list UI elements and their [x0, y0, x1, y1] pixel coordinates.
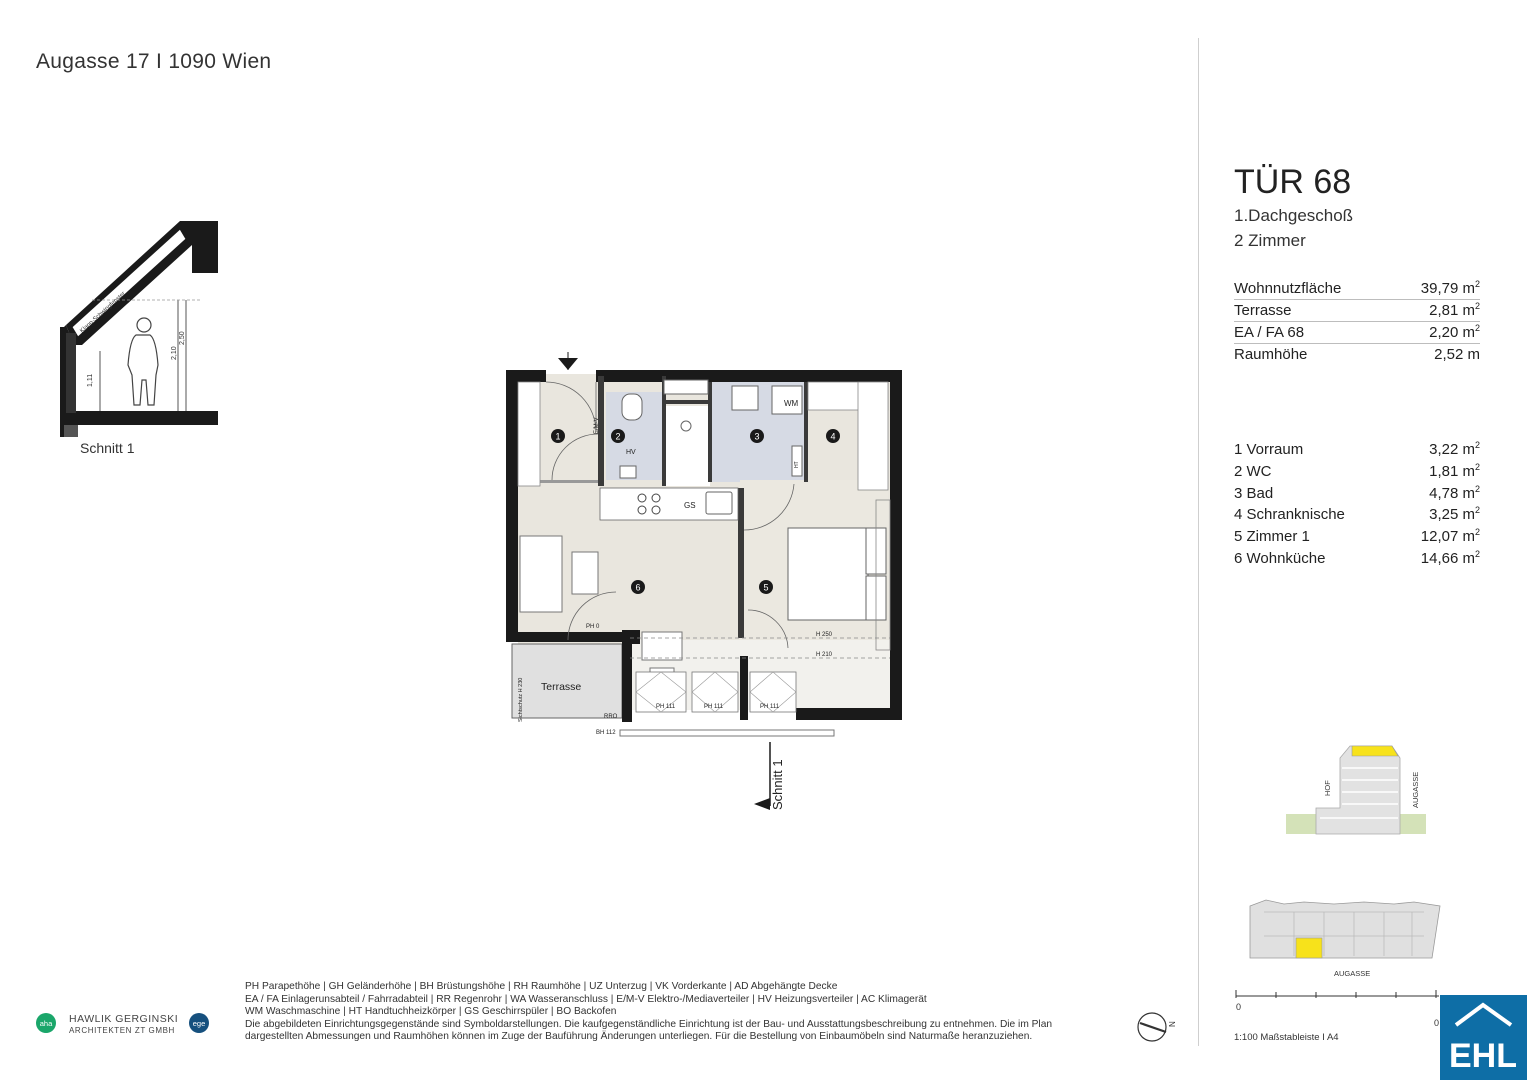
- window-label: Klapp-Schwingfenster: [79, 290, 127, 335]
- house-icon: [1440, 995, 1527, 1080]
- rro-label: RRO: [604, 714, 618, 720]
- svg-text:6: 6: [635, 582, 641, 593]
- architect-name: HAWLIK GERGINSKI ARCHITEKTEN ZT GMBH: [69, 1013, 179, 1035]
- compass-icon: [1136, 1010, 1180, 1044]
- room-row: 5 Zimmer 1 12,07 $m^2$: [1234, 527, 1480, 546]
- room-row: 2 WC 1,81 $m^2$: [1234, 461, 1480, 480]
- aha-badge-text: aha: [39, 1019, 53, 1028]
- room-row: 4 Schranknische 3,25 $m^2$: [1234, 505, 1480, 524]
- legend-line: WM Waschmaschine | HT Handtuchheizkörper | GS Geschirrspüler | BO Backofen: [245, 1006, 617, 1018]
- room-badge-5: [759, 580, 773, 594]
- gs-label: GS: [684, 501, 696, 510]
- aha-badge: [35, 1012, 65, 1036]
- ege-badge-text: ege: [192, 1019, 206, 1028]
- summary-row: EA / FA 68 2,20 $m^2$: [1234, 322, 1480, 344]
- unit-rooms-count: 2 Zimmer: [1234, 231, 1306, 250]
- emv-label: E/M-V: [594, 417, 600, 434]
- compass-north-label: N: [1168, 1021, 1177, 1027]
- unit-highlight-site: [1296, 938, 1322, 958]
- legend-block: [245, 981, 1125, 1044]
- room-row: 6 Wohnküche 14,66 $m^2$: [1234, 548, 1480, 567]
- room-badge-6: [631, 580, 645, 594]
- ph0-label: PH 0: [586, 624, 600, 630]
- ph111-label-2: PH 111: [704, 704, 724, 710]
- ehl-logo: [1440, 995, 1527, 1080]
- scale-zero-right: 0: [1434, 1018, 1440, 1028]
- wm-label: WM: [784, 399, 799, 408]
- section-marker-label: Schnitt 1: [770, 759, 785, 810]
- legend-line: dargestellten Abmessungen und Raumhöhen können im Zuge der Bauführung Änderungen unterliegen. Für die Bestellung von Einbaumöbeln sind Naturmaße heranzuziehen.: [245, 1031, 1033, 1043]
- svg-text:2: 2: [615, 431, 621, 442]
- room-badge-3: [750, 429, 764, 443]
- scale-bar: [1234, 988, 1444, 1030]
- legend-line: PH Parapethöhe | GH Geländerhöhe | BH Brüstungshöhe | RH Raumhöhe | UZ Unterzug | VK Vorderkante | AD Abgehängte Decke: [245, 981, 838, 992]
- project-address: Augasse 17 I 1090 Wien: [36, 50, 272, 73]
- bh112-label: BH 112: [596, 730, 616, 736]
- sichtschutz-label: Sichtschutz H 230: [518, 677, 524, 722]
- terrace-label: Terrasse: [541, 681, 582, 693]
- legend-line: EA / FA Einlagerunsabteil / Fahrradabteil | RR Regenrohr | WA Wasseranschluss | E/M-V Elektro-/Mediaverteiler | HV Heizungsverteiler | AC Klimagerät: [245, 993, 927, 1005]
- section-label: Schnitt 1: [80, 440, 135, 456]
- room-row: 1 Vorraum 3,22 $m^2$: [1234, 440, 1480, 458]
- hof-label: HOF: [1323, 780, 1332, 796]
- floor-plan: [500, 350, 920, 820]
- site-plan-diagram: [1244, 896, 1444, 986]
- h250-label: H 250: [816, 632, 833, 638]
- panel-divider: [1198, 38, 1199, 1046]
- room-badge-4: [826, 429, 840, 443]
- room-badge-2: [611, 429, 625, 443]
- room-row: 3 Bad 4,78 $m^2$: [1234, 483, 1480, 502]
- ege-badge: [188, 1012, 214, 1036]
- dim-250: 2,50: [179, 331, 186, 345]
- building-section-diagram: [1280, 738, 1440, 838]
- svg-text:3: 3: [754, 431, 760, 442]
- summary-row: Wohnnutzfläche 39,79 $m^2$: [1234, 278, 1480, 300]
- svg-text:4: 4: [830, 431, 836, 442]
- unit-highlight-section: [1352, 746, 1398, 756]
- rooms-table: [1234, 439, 1480, 570]
- svg-text:1: 1: [555, 431, 561, 442]
- summary-row: Terrasse 2,81 $m^2$: [1234, 300, 1480, 322]
- dim-210: 2,10: [171, 346, 178, 360]
- h210-label: H 210: [816, 652, 833, 658]
- svg-text:5: 5: [763, 582, 769, 593]
- hv-label: HV: [626, 449, 636, 456]
- summary-table: [1234, 278, 1480, 365]
- scale-caption: 1:100 Maßstableiste I A4: [1234, 1032, 1339, 1043]
- room-badge-1: [551, 429, 565, 443]
- summary-row: Raumhöhe 2,52 m: [1234, 346, 1480, 363]
- ehl-logo-text: EHL: [1449, 1037, 1517, 1075]
- ht-label: HT: [794, 461, 800, 468]
- ph111-label-3: PH 111: [760, 704, 780, 710]
- dim-111: 1,11: [87, 373, 94, 387]
- legend-line: Die abgebildeten Einrichtungsgegenstände sind Symboldarstellungen. Die kaufgegenständliche Einrichtung ist der Bau- und Ausstattungsbeschreibung zu entnehmen. Die im Plan: [245, 1018, 1053, 1030]
- unit-floor: 1.Dachgeschoß: [1234, 206, 1354, 225]
- section-drawing: [52, 215, 227, 460]
- ph111-label-1: PH 111: [656, 704, 676, 710]
- augasse-horizontal-label: AUGASSE: [1334, 969, 1371, 978]
- unit-title: TÜR 68: [1234, 163, 1352, 201]
- augasse-vertical-label: AUGASSE: [1411, 771, 1420, 808]
- scale-zero-left: 0: [1236, 1002, 1242, 1012]
